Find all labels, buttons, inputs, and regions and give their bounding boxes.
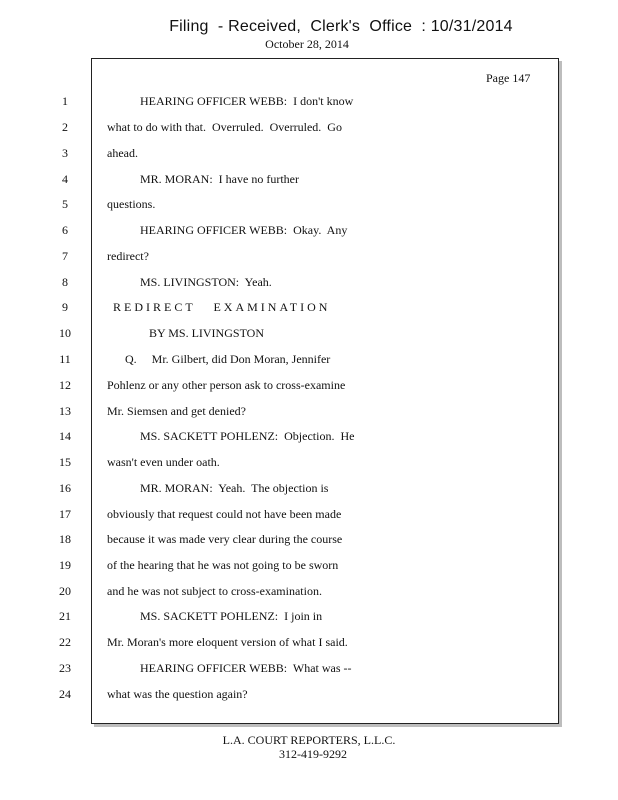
transcript-line: MS. SACKETT POHLENZ: Objection. He — [107, 429, 355, 443]
line-number: 18 — [59, 532, 71, 546]
line-number: 8 — [62, 275, 68, 289]
transcript-line: obviously that request could not have been made — [107, 507, 342, 521]
transcript-line: wasn't even under oath. — [107, 455, 220, 469]
transcript-line: and he was not subject to cross-examination. — [107, 584, 322, 598]
transcript-line: Mr. Moran's more eloquent version of what I said. — [107, 635, 348, 649]
transcript-line: HEARING OFFICER WEBB: What was -- — [107, 661, 352, 675]
line-number: 21 — [59, 609, 71, 623]
line-number: 4 — [62, 172, 68, 186]
transcript-line: MR. MORAN: Yeah. The objection is — [107, 481, 329, 495]
page-number: Page 147 — [486, 71, 531, 85]
line-number: 12 — [59, 378, 71, 392]
line-number: 20 — [59, 584, 71, 598]
line-number: 5 — [62, 197, 68, 211]
reporter-company: L.A. COURT REPORTERS, L.L.C. — [222, 733, 396, 747]
line-number: 11 — [59, 352, 71, 366]
filing-stamp: Filing - Received, Clerk's Office : 10/31/2014 — [169, 18, 513, 35]
transcript-line: what was the question again? — [107, 687, 248, 701]
line-number: 16 — [59, 481, 71, 495]
line-number: 10 — [59, 326, 71, 340]
line-number: 22 — [59, 635, 71, 649]
section-heading: REDIRECT EXAMINATION — [107, 300, 331, 314]
line-number: 14 — [59, 429, 71, 443]
transcript-line: HEARING OFFICER WEBB: Okay. Any — [107, 223, 348, 237]
transcript-date: October 28, 2014 — [265, 37, 349, 51]
line-number: 7 — [62, 249, 68, 263]
transcript-line: Mr. Siemsen and get denied? — [107, 404, 246, 418]
transcript-line: ahead. — [107, 146, 138, 160]
transcript-line: because it was made very clear during the course — [107, 532, 343, 546]
transcript-line: questions. — [107, 197, 156, 211]
transcript-line: what to do with that. Overruled. Overruled. Go — [107, 120, 342, 134]
line-number: 3 — [62, 146, 68, 160]
transcript-line: MR. MORAN: I have no further — [107, 172, 299, 186]
line-number: 2 — [62, 120, 68, 134]
transcript-line: MS. SACKETT POHLENZ: I join in — [107, 609, 323, 623]
transcript-line: Pohlenz or any other person ask to cross-examine — [107, 378, 346, 392]
transcript-line: HEARING OFFICER WEBB: I don't know — [107, 94, 354, 108]
line-number: 13 — [59, 404, 71, 418]
reporter-phone: 312-419-9292 — [279, 747, 347, 761]
line-number: 17 — [59, 507, 71, 521]
line-number: 9 — [62, 300, 68, 314]
transcript-line: of the hearing that he was not going to be sworn — [107, 558, 339, 572]
line-number: 15 — [59, 455, 71, 469]
line-number: 6 — [62, 223, 68, 237]
line-number: 23 — [59, 661, 71, 675]
transcript-line: BY MS. LIVINGSTON — [107, 326, 265, 340]
line-number: 24 — [59, 687, 71, 701]
transcript-line: Q. Mr. Gilbert, did Don Moran, Jennifer — [107, 352, 331, 366]
line-number: 19 — [59, 558, 71, 572]
line-number: 1 — [62, 94, 68, 108]
transcript-line: MS. LIVINGSTON: Yeah. — [107, 275, 272, 289]
transcript-line: redirect? — [107, 249, 149, 263]
